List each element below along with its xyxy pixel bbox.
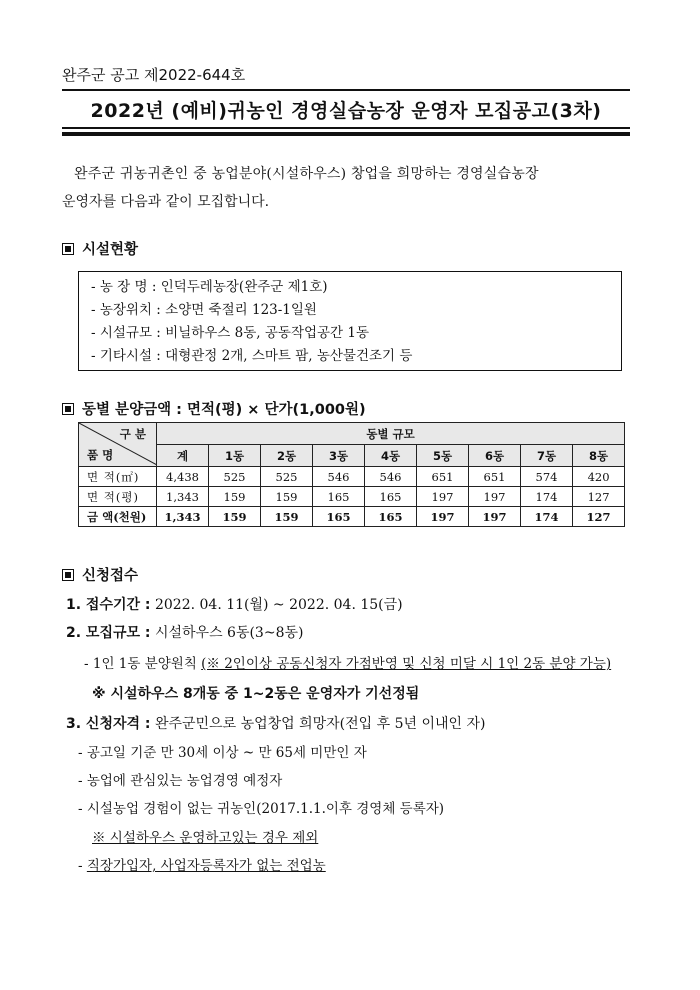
scale-notice: ※ 시설하우스 8개동 중 1~2동은 운영자가 기선정됨 <box>92 686 420 702</box>
column-header: 3동 <box>313 445 365 467</box>
table-cell: 197 <box>417 487 469 507</box>
column-header: 1동 <box>209 445 261 467</box>
table-cell: 159 <box>209 507 261 527</box>
column-header: 계 <box>157 445 209 467</box>
table-cell: 525 <box>209 467 261 487</box>
table-row <box>79 467 625 487</box>
table-cell: 197 <box>417 507 469 527</box>
table-cell: 420 <box>573 467 625 487</box>
column-header: 5동 <box>417 445 469 467</box>
application-heading: 신청접수 <box>62 564 138 585</box>
qualification-item: - 시설농업 경험이 없는 귀농인(2017.1.1.이후 경영체 등록자) <box>78 801 445 817</box>
title-bottom-rule-thin <box>62 127 630 129</box>
facility-box <box>78 271 622 371</box>
notice-number: 완주군 공고 제2022-644호 <box>62 66 246 84</box>
facility-item: - 시설규모 : 비닐하우스 8동, 공동작업공간 1동 <box>91 325 370 341</box>
table-cell: 525 <box>261 467 313 487</box>
page-title: 2022년 (예비)귀농인 경영실습농장 운영자 모집공고(3차) <box>90 100 602 122</box>
table-cell: 165 <box>365 507 417 527</box>
scale-note-underlined: (※ 2인이상 공동신청자 가점반영 및 신청 미달 시 1인 2동 분양 가능) <box>201 656 612 672</box>
table-cell: 651 <box>469 467 521 487</box>
table-cell: 127 <box>573 487 625 507</box>
table-cell: 174 <box>521 507 573 527</box>
period-value: 2022. 04. 11(월) ~ 2022. 04. 15(금) <box>154 597 403 613</box>
facility-item: - 농장위치 : 소양면 죽절리 123-1일원 <box>91 302 317 318</box>
corner-top-label: 구 분 <box>119 427 146 441</box>
qualification-item: - 공고일 기준 만 30세 이상 ~ 만 65세 미만인 자 <box>78 745 367 761</box>
title-bottom-rule-thick <box>62 132 630 136</box>
title-top-rule <box>62 89 630 91</box>
section-checkbox-icon <box>62 403 74 415</box>
corner-bottom-label: 품 명 <box>87 448 114 462</box>
scale-note-prefix: - 1인 1동 분양원칙 <box>84 656 202 672</box>
table-cell: 159 <box>261 507 313 527</box>
period-label: 1. 접수기간 : <box>66 597 151 613</box>
table-cell: 197 <box>469 487 521 507</box>
facility-heading: 시설현황 <box>62 238 138 259</box>
table-cell: 574 <box>521 467 573 487</box>
table-cell: 159 <box>209 487 261 507</box>
qualification-line <box>66 713 486 733</box>
qualification-last-prefix: - <box>78 858 87 874</box>
intro-line-1: 완주군 귀농귀촌인 중 농업분야(시설하우스) 창업을 희망하는 경영실습농장 <box>74 166 539 182</box>
table-row <box>79 487 625 507</box>
scale-value: 시설하우스 6동(3~8동) <box>154 625 304 641</box>
table-cell: 197 <box>469 507 521 527</box>
qualification-value: 완주군민으로 농업창업 희망자(전입 후 5년 이내인 자) <box>154 716 486 732</box>
section-checkbox-icon <box>62 243 74 255</box>
table-cell: 165 <box>313 487 365 507</box>
row-label: 금 액(천원) <box>79 507 157 527</box>
table-corner-cell <box>79 423 157 467</box>
table-cell: 1,343 <box>157 507 209 527</box>
qualification-label: 3. 신청자격 : <box>66 716 151 732</box>
section-checkbox-icon <box>62 569 74 581</box>
table-cell: 165 <box>313 507 365 527</box>
table-cell: 651 <box>417 467 469 487</box>
group-header: 동별 규모 <box>157 423 625 445</box>
table-cell: 4,438 <box>157 467 209 487</box>
period-line <box>66 594 403 614</box>
qualification-exception: ※ 시설하우스 운영하고있는 경우 제외 <box>92 830 319 846</box>
row-label: 면 적(평) <box>79 487 157 507</box>
price-table <box>78 422 625 527</box>
intro-line-2: 운영자를 다음과 같이 모집합니다. <box>62 194 270 210</box>
table-row <box>79 507 625 527</box>
facility-item: - 농 장 명 : 인덕두레농장(완주군 제1호) <box>91 279 328 295</box>
scale-label: 2. 모집규모 : <box>66 625 151 641</box>
column-header: 7동 <box>521 445 573 467</box>
price-heading: 동별 분양금액 : 면적(평) × 단가(1,000원) <box>62 398 366 419</box>
intro-paragraph <box>62 160 638 216</box>
row-label: 면 적(㎡) <box>79 467 157 487</box>
table-cell: 546 <box>365 467 417 487</box>
column-header: 8동 <box>573 445 625 467</box>
qualification-item: - 농업에 관심있는 농업경영 예정자 <box>78 773 283 789</box>
table-cell: 159 <box>261 487 313 507</box>
facility-item: - 기타시설 : 대형관정 2개, 스마트 팜, 농산물건조기 등 <box>91 348 413 364</box>
table-cell: 546 <box>313 467 365 487</box>
table-cell: 1,343 <box>157 487 209 507</box>
qualification-last-underlined: 직장가입자, 사업자등록자가 없는 전업농 <box>86 858 326 874</box>
column-header: 6동 <box>469 445 521 467</box>
qualification-last-item <box>78 854 326 874</box>
table-cell: 165 <box>365 487 417 507</box>
table-cell: 174 <box>521 487 573 507</box>
scale-line <box>66 622 303 642</box>
column-header: 2동 <box>261 445 313 467</box>
column-header: 4동 <box>365 445 417 467</box>
scale-note <box>84 652 611 672</box>
table-cell: 127 <box>573 507 625 527</box>
